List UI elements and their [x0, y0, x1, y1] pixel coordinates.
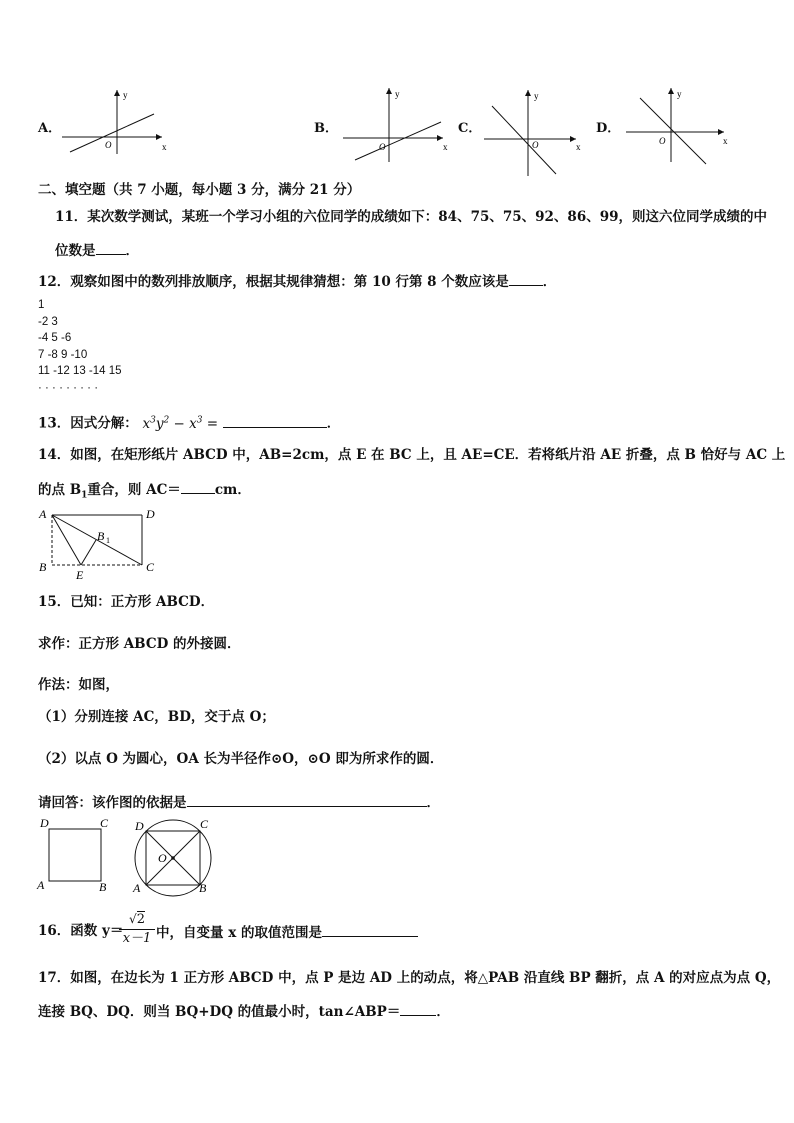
- q15-square-figure: [36, 814, 116, 894]
- q15-construct: 求作：正方形 ABCD 的外接圆．: [38, 636, 241, 652]
- option-d-graph: [626, 84, 736, 166]
- answer-blank[interactable]: [509, 271, 543, 286]
- answer-blank[interactable]: [96, 240, 126, 255]
- y-axis-label: y: [123, 90, 128, 100]
- option-c-graph: [484, 84, 594, 179]
- q14-figure: [36, 505, 166, 583]
- q17-line2: 连接 BQ、DQ．则当 BQ+DQ 的值最小时，tan∠ABP＝ ．: [38, 1001, 450, 1021]
- svg-text:B: B: [99, 880, 107, 894]
- svg-text:C: C: [146, 560, 155, 574]
- svg-text:O: O: [158, 851, 167, 865]
- svg-text:A: A: [37, 878, 45, 892]
- svg-text:B: B: [199, 881, 207, 895]
- answer-blank[interactable]: [181, 479, 215, 494]
- q15-step2: （2）以点 O 为圆心，OA 长为半径作⊙O，⊙O 即为所求作的圆．: [38, 751, 444, 767]
- svg-text:D: D: [146, 507, 155, 521]
- option-a-label: A．: [38, 121, 62, 136]
- q14-line2: 的点 $B_1$重合，则 AC＝ cm．: [38, 479, 251, 505]
- q15-answer: 请回答：该作图的依据是 ．: [38, 792, 440, 812]
- svg-text:B: B: [39, 560, 47, 574]
- svg-text:y: y: [395, 89, 400, 99]
- number-triangle: [38, 297, 122, 396]
- svg-text:A: A: [133, 881, 141, 895]
- svg-text:y: y: [677, 89, 682, 99]
- option-d-label: D．: [596, 121, 621, 136]
- q16-question-tail: 中，自变量 x 的取值范围是: [156, 922, 418, 942]
- svg-text:C: C: [100, 816, 109, 830]
- answer-blank[interactable]: [400, 1001, 436, 1016]
- row-6: · · · · · · · · ·: [38, 381, 99, 394]
- svg-text:O: O: [532, 140, 539, 150]
- q16-question: 16．函数 y＝: [38, 923, 124, 939]
- answer-blank[interactable]: [223, 413, 327, 428]
- q13-question: 13．因式分解： $x^3y^2 - x^3$ = ．: [38, 411, 340, 433]
- svg-text:O: O: [379, 142, 386, 152]
- option-b-label: B．: [314, 121, 338, 136]
- svg-text:x: x: [723, 136, 728, 146]
- svg-text:E: E: [76, 568, 84, 582]
- x-axis-label: x: [162, 142, 167, 152]
- svg-text:x: x: [443, 142, 448, 152]
- row-5: 11 -12 13 -14 15: [38, 365, 122, 377]
- row-1: 1: [38, 299, 45, 311]
- svg-text:D: D: [135, 819, 144, 833]
- q15-given: 15．已知：正方形 ABCD．: [38, 594, 215, 610]
- row-4: 7 -8 9 -10: [38, 348, 88, 361]
- q11-line1: 11．某次数学测试，某班一个学习小组的六位同学的成绩如下：84、75、75、92、86、99，则这六位同学成绩的中: [55, 209, 768, 225]
- svg-text:D: D: [40, 816, 49, 830]
- q15-circle-figure: [128, 814, 218, 898]
- q12-question: 12．观察如图中的数列排放顺序，根据其规律猜想：第 10 行第 8 个数应该是 ．: [38, 271, 556, 291]
- q14-line1: 14．如图，在矩形纸片 ABCD 中，AB=2cm，点 E 在 BC 上，且 AE=CE．若将纸片沿 AE 折叠，点 B 恰好与 AC 上: [38, 447, 786, 463]
- answer-blank[interactable]: [187, 792, 427, 807]
- svg-text:B: B: [97, 529, 105, 543]
- section-title: 二、填空题（共 7 小题，每小题 3 分，满分 21 分）: [38, 182, 361, 198]
- option-b-graph: [343, 84, 453, 164]
- fraction: √2 x－1: [119, 910, 155, 948]
- svg-text:1: 1: [106, 536, 110, 545]
- q15-method: 作法：如图，: [38, 677, 119, 693]
- svg-text:A: A: [39, 507, 47, 521]
- origin-label: O: [105, 140, 112, 150]
- q11-line2: 位数是 ．: [55, 240, 139, 260]
- svg-text:C: C: [200, 817, 209, 831]
- row-2: -2 3: [38, 315, 58, 328]
- answer-blank[interactable]: [322, 922, 418, 937]
- row-3: -4 5 -6: [38, 332, 72, 344]
- svg-text:O: O: [659, 136, 666, 146]
- q15-step1: （1）分别连接 AC，BD，交于点 O；: [38, 709, 275, 725]
- svg-text:y: y: [534, 91, 539, 101]
- option-c-label: C．: [458, 121, 482, 136]
- option-a-graph: [62, 84, 172, 156]
- q17-line1: 17．如图，在边长为 1 正方形 ABCD 中，点 P 是边 AD 上的动点，将△PAB 沿直线 BP 翻折，点 A 的对应点为点 Q，: [38, 970, 781, 986]
- expression: $x^3y^2 - x^3$ =: [142, 415, 219, 432]
- svg-text:x: x: [576, 142, 581, 152]
